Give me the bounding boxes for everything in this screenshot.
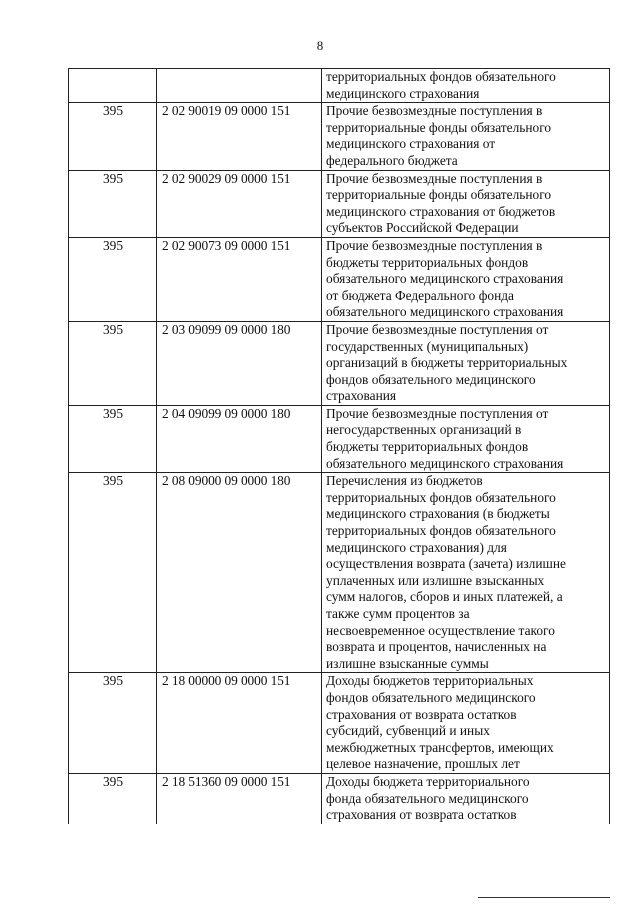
description-line: излишне взысканные суммы: [326, 655, 489, 671]
description-line: негосударственных организаций в: [326, 422, 522, 438]
admin-code-cell: [69, 69, 157, 103]
kbk-code-cell: 2 08 09000 09 0000 180: [157, 473, 322, 673]
description-line: бюджеты территориальных фондов: [326, 439, 529, 455]
description-line: медицинского страхования (в бюджеты: [326, 506, 550, 522]
description-line: обязательного медицинского страхования: [326, 304, 564, 320]
revenue-codes-table: [68, 68, 610, 824]
description-cell: [322, 773, 610, 823]
description-line: Доходы бюджета территориального: [326, 773, 530, 789]
description-line: Прочие безвозмездные поступления от: [326, 405, 549, 421]
description-line: Доходы бюджетов территориальных: [326, 673, 534, 689]
description-line: осуществления возврата (зачета) излишне: [326, 556, 566, 572]
description-cell: [322, 170, 610, 237]
admin-code-cell: 395: [69, 321, 157, 405]
description-line: медицинского страхования: [326, 85, 480, 101]
description-line: территориальные фонды обязательного: [326, 119, 552, 135]
table-row: [69, 321, 610, 405]
description-line: возврата и процентов, начисленных на: [326, 639, 547, 655]
description-line: организаций в бюджеты территориальных: [326, 355, 568, 371]
table-row: [69, 473, 610, 673]
kbk-code-cell: 2 02 90073 09 0000 151: [157, 237, 322, 321]
description-line: страхования: [326, 388, 397, 404]
kbk-code-cell: 2 18 51360 09 0000 151: [157, 773, 322, 823]
description-line: субъектов Российской Федерации: [326, 220, 519, 236]
description-line: страхования от возврата остатков: [326, 706, 517, 722]
kbk-code-cell: 2 18 00000 09 0000 151: [157, 673, 322, 774]
description-cell: [322, 405, 610, 472]
description-cell: [322, 321, 610, 405]
kbk-code-cell: 2 03 09099 09 0000 180: [157, 321, 322, 405]
description-line: Перечисления из бюджетов: [326, 473, 483, 489]
description-line: медицинского страхования от: [326, 136, 496, 152]
table-row: [69, 69, 610, 103]
description-line: Прочие безвозмездные поступления от: [326, 321, 549, 337]
description-line: уплаченных или излишне взысканных: [326, 572, 545, 588]
description-cell: [322, 673, 610, 774]
description-line: страхования от возврата остатков: [326, 807, 517, 823]
admin-code-cell: 395: [69, 673, 157, 774]
description-line: фонда обязательного медицинского: [326, 790, 529, 806]
admin-code-cell: 395: [69, 773, 157, 823]
description-cell: [322, 473, 610, 673]
description-line: межбюджетных трансфертов, имеющих: [326, 739, 554, 755]
description-cell: [322, 237, 610, 321]
table-row: [69, 773, 610, 823]
table-body: [69, 69, 610, 824]
description-line: также сумм процентов за: [326, 606, 470, 621]
description-line: территориальные фонды обязательного: [326, 187, 552, 203]
description-line: Прочие безвозмездные поступления в: [326, 237, 543, 253]
admin-code-cell: 395: [69, 237, 157, 321]
description-line: Прочие безвозмездные поступления в: [326, 103, 543, 119]
description-line: от бюджета Федерального фонда: [326, 287, 514, 303]
description-line: несвоевременное осуществление такого: [326, 622, 555, 638]
description-line: фондов обязательного медицинского: [326, 689, 536, 705]
description-line: территориальных фондов обязательного: [326, 523, 556, 539]
table-row: [69, 170, 610, 237]
description-line: фондов обязательного медицинского: [326, 371, 536, 387]
description-line: медицинского страхования) для: [326, 539, 507, 555]
description-line: обязательного медицинского страхования: [326, 455, 564, 471]
footer-rule: [478, 897, 610, 898]
description-cell: [322, 69, 610, 103]
description-line: обязательного медицинского страхования: [326, 271, 564, 287]
kbk-code-cell: 2 04 09099 09 0000 180: [157, 405, 322, 472]
description-line: сумм налогов, сборов и иных платежей, а: [326, 589, 563, 605]
table-row: [69, 673, 610, 774]
table-row: [69, 405, 610, 472]
admin-code-cell: 395: [69, 405, 157, 472]
table-row: [69, 103, 610, 170]
description-line: федерального бюджета: [326, 152, 458, 168]
description-line: территориальных фондов обязательного: [326, 489, 556, 505]
description-line: целевое назначение, прошлых лет: [326, 756, 520, 772]
description-line: субсидий, субвенций и иных: [326, 723, 490, 739]
kbk-code-cell: [157, 69, 322, 103]
admin-code-cell: 395: [69, 103, 157, 170]
kbk-code-cell: 2 02 90029 09 0000 151: [157, 170, 322, 237]
table-row: [69, 237, 610, 321]
page-number: 8: [316, 38, 324, 53]
description-line: медицинского страхования от бюджетов: [326, 203, 556, 219]
kbk-code-cell: 2 02 90019 09 0000 151: [157, 103, 322, 170]
description-line: бюджеты территориальных фондов: [326, 254, 529, 270]
description-line: государственных (муниципальных): [326, 338, 529, 354]
admin-code-cell: 395: [69, 473, 157, 673]
description-line: территориальных фондов обязательного: [326, 69, 556, 84]
admin-code-cell: 395: [69, 170, 157, 237]
description-cell: [322, 103, 610, 170]
description-line: Прочие безвозмездные поступления в: [326, 170, 543, 186]
